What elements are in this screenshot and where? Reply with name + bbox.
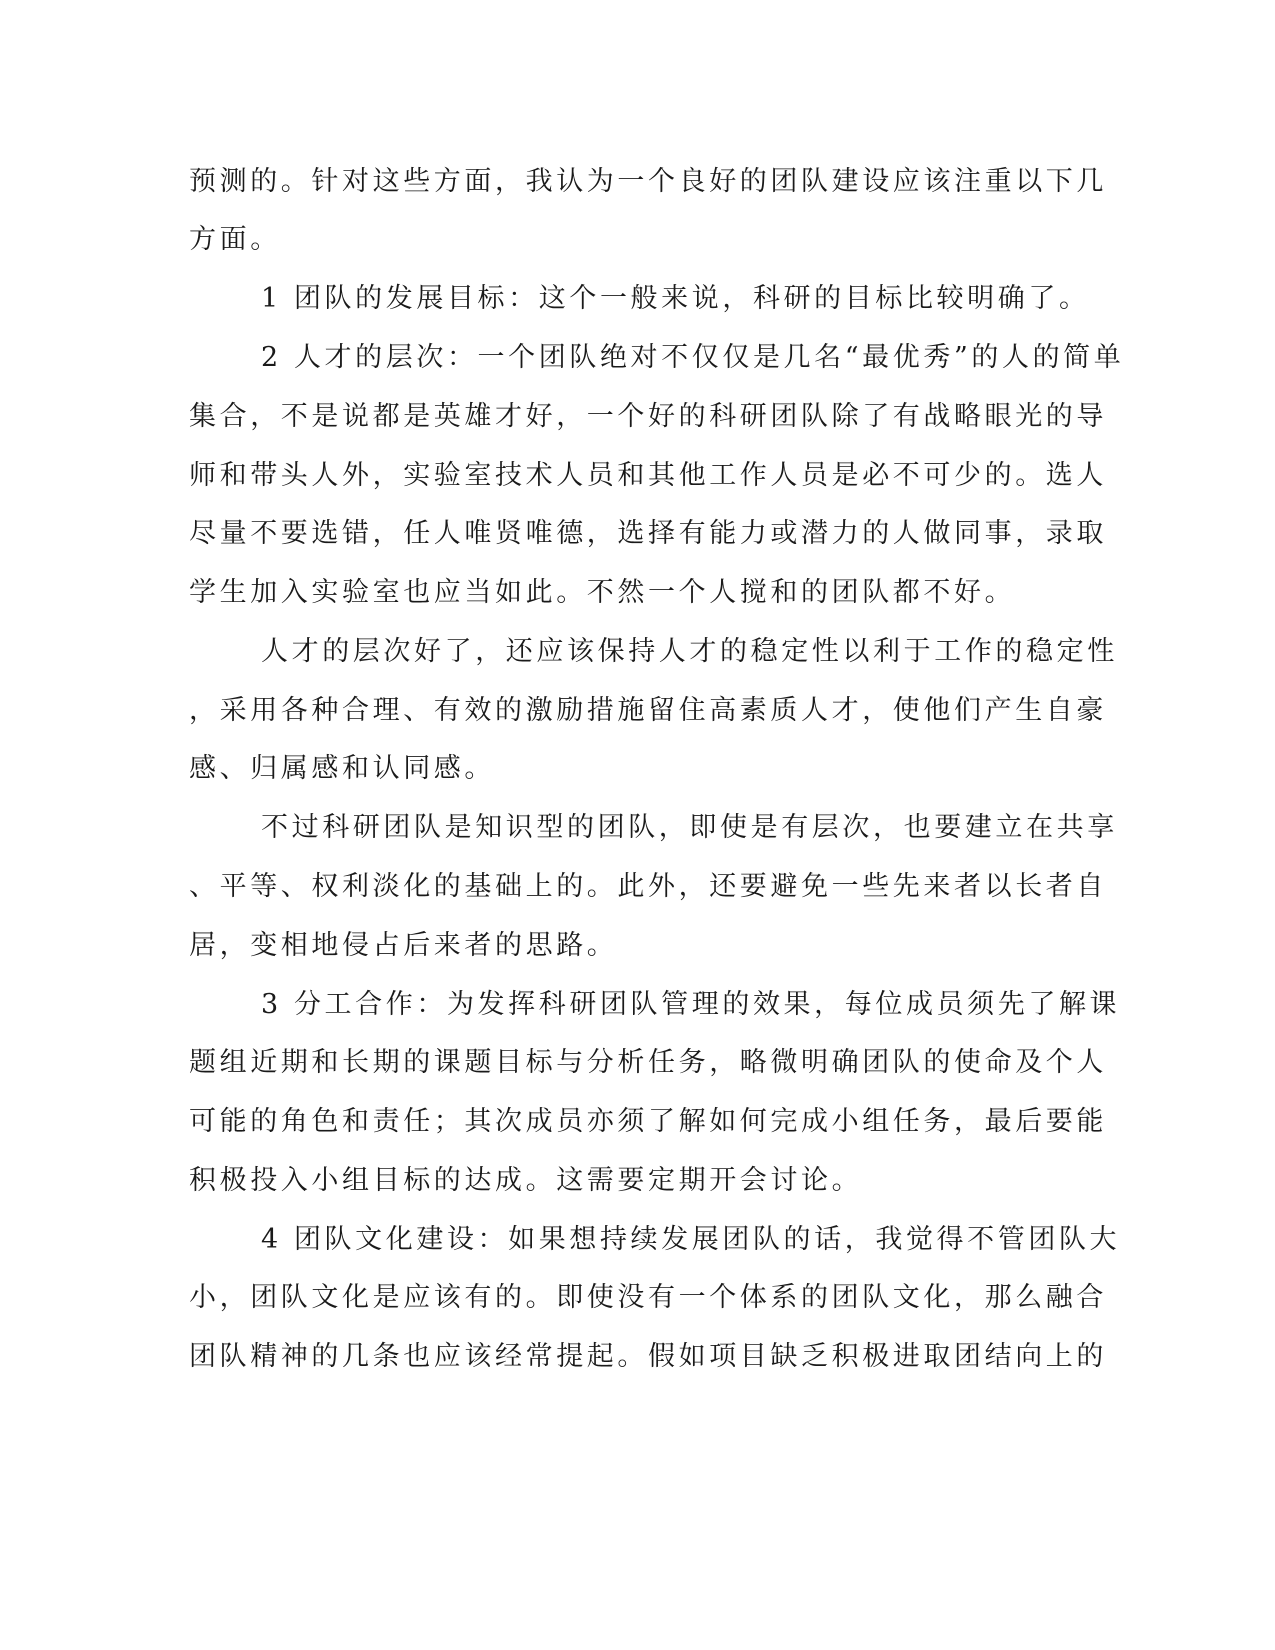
text-line: 题组近期和长期的课题目标与分析任务，略微明确团队的使命及个人 — [189, 1047, 1107, 1078]
text-line: 尽量不要选错，任人唯贤唯德，选择有能力或潜力的人做同事，录取 — [189, 518, 1107, 549]
text-line: 师和带头人外，实验室技术人员和其他工作人员是必不可少的。选人 — [189, 460, 1107, 491]
text-line: 小，团队文化是应该有的。即使没有一个体系的团队文化，那么融合 — [189, 1282, 1107, 1313]
text-line: 1 团队的发展目标：这个一般来说，科研的目标比较明确了。 — [261, 283, 1090, 314]
text-line: 2 人才的层次：一个团队绝对不仅仅是几名“最优秀”的人的简单 — [261, 342, 1125, 373]
text-line: 方面。 — [189, 224, 281, 255]
text-line: 积极投入小组目标的达成。这需要定期开会讨论。 — [189, 1165, 863, 1196]
text-line: 集合，不是说都是英雄才好，一个好的科研团队除了有战略眼光的导 — [189, 401, 1107, 432]
text-line: 3 分工合作：为发挥科研团队管理的效果，每位成员须先了解课 — [261, 989, 1121, 1020]
text-line: 团队精神的几条也应该经常提起。假如项目缺乏积极进取团结向上的 — [189, 1341, 1107, 1372]
text-line: ，采用各种合理、有效的激励措施留住高素质人才，使他们产生自豪 — [189, 695, 1107, 726]
text-line: 、平等、权利淡化的基础上的。此外，还要避免一些先来者以长者自 — [189, 871, 1107, 902]
text-line: 居，变相地侵占后来者的思路。 — [189, 930, 618, 961]
text-line: 4 团队文化建设：如果想持续发展团队的话，我觉得不管团队大 — [261, 1224, 1121, 1255]
text-line: 感、归属感和认同感。 — [189, 753, 495, 784]
text-line: 人才的层次好了，还应该保持人才的稳定性以利于工作的稳定性 — [261, 636, 1118, 667]
text-line: 学生加入实验室也应当如此。不然一个人搅和的团队都不好。 — [189, 577, 1016, 608]
text-line: 不过科研团队是知识型的团队，即使是有层次，也要建立在共享 — [261, 812, 1118, 843]
text-line: 可能的角色和责任；其次成员亦须了解如何完成小组任务，最后要能 — [189, 1106, 1107, 1137]
text-line: 预测的。针对这些方面，我认为一个良好的团队建设应该注重以下几 — [189, 166, 1107, 197]
